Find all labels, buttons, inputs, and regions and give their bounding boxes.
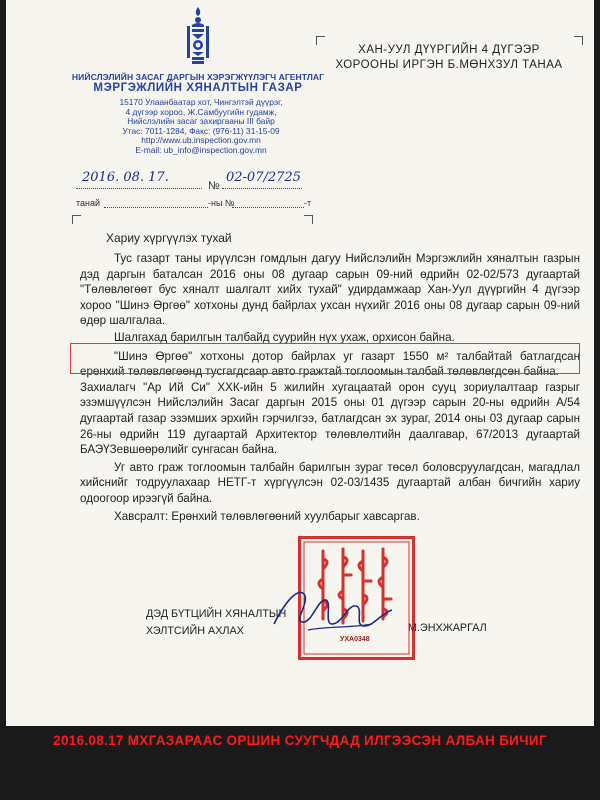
reply-number-line	[232, 207, 304, 208]
letter-date: 2016. 08. 17.	[82, 170, 169, 185]
corner-mark	[72, 215, 81, 224]
highlight-box	[70, 343, 580, 374]
tanai-label: танай	[76, 198, 101, 208]
address-line: 4 дүгээр хороо, Ж.Самбуугийн гудамж,	[125, 106, 277, 117]
image-caption: 2016.08.17 МХГАЗАРААС ОРШИН СУУГЧДАД ИЛГЭЭСЭН АЛБАН БИЧИГ	[53, 733, 547, 748]
attachment-note: Хавсралт: Ерөнхий төлөвлөгөөний хуулбарыг хавсаргав.	[114, 509, 420, 523]
number-label: №	[208, 180, 220, 192]
body-paragraph: Шалгахад барилгын талбайд суурийн нүх ухаж, орхисон байна.	[114, 330, 455, 344]
ny-label: -ны №	[208, 198, 235, 208]
letter-subject: Хариу хүргүүлэх тухай	[106, 231, 232, 245]
signatory-name: М.ЭНХЖАРГАЛ	[408, 622, 487, 634]
recipient-line: ХОРООНЫ ИРГЭН Б.МӨНХЗУЛ ТАНАА	[335, 59, 563, 71]
number-underline	[222, 188, 302, 189]
agency-address	[96, 98, 306, 156]
address-line: Нийслэлийн засаг захиргааны III байр	[127, 116, 275, 127]
letter-page	[6, 0, 594, 726]
email-line: E-mail: ub_info@inspection.gov.mn	[135, 144, 267, 155]
body-paragraph: Уг авто граж тоглоомын талбайн барилгын зураг төсөл боловсруулагдсан, магадлал хийснийг тодруулахаар НЕТГ-т хүргүүлсэн 02-03/1435 дугаартай албан бичгийн хариу одоогоор ирээгүй байна.	[80, 460, 580, 505]
stamp-code: УХА0348	[340, 636, 370, 643]
title-line: ДЭД БҮТЦИЙН ХЯНАЛТЫН	[146, 608, 287, 620]
reply-date-line	[104, 207, 208, 208]
title-line: ХЭЛТСИЙН АХЛАХ	[146, 625, 244, 637]
soyombo-emblem-icon	[185, 6, 211, 66]
body-paragraph: Захиалагч "Ар Ий Си" ХХК-ийн 5 жилийн хугацаатай орон сууц зориулалтаар газрыг эзэмшүүлсэн Нийслэлийн Засаг даргын 2015 оны 01 дүгээр сарын 20-ны өдрийн А/54 дугаартай газар эзэмших эрхийн гэрчилгээ, батлагдсан эх зураг, 2014 оны 03 дугаар сарын 26-ны өдрийн 119 дугаартай Архитектор төлөвлөлтийн даалгавар, 67/2013 дугаартай БАЭҮЗевшөөрөлийг сунгасан байна.	[80, 380, 580, 457]
t-label: -т	[304, 198, 312, 208]
date-underline	[76, 188, 202, 189]
letter-number: 02-07/2725	[226, 170, 301, 185]
body-paragraph: Тус газарт таны ирүүлсэн гомдлын дагуу Нийслэлийн Мэргэжлийн хяналтын газрын дэд даргын баталсан 2016 оны 08 дугаар сарын 09-ний өдрийн 02-02/573 дугаартай "Төлөвлөгөөт бус хяналт шалгалт хийх тухай" удирдамжаар Хан-Уул дүүргийн 4 дүгээр хороо "Шинэ Өргөө" хотхоны дунд байрлах ухсан нүхийг 2016 оны 08 дугаар сарын 09-ний өдөр шалгалаа.	[80, 252, 580, 328]
agency-name: МЭРГЭЖЛИЙН ХЯНАЛТЫН ГАЗАР	[93, 82, 303, 94]
website-line: http://www.ub.inspection.gov.mn	[141, 135, 261, 146]
letter-body	[80, 251, 580, 524]
handwritten-signature	[268, 580, 398, 640]
highlighted-paragraph: "Шинэ Өргөө" хотхоны дотор байрлах уг газарт 1550 м² талбайтай батлагдсан ерөнхий төлөвлөгөөнд тусгагдсаар авто гражтай тоглоомын талбай төлөвлөгдсөн байна.	[80, 349, 580, 379]
phone-fax-line: Утас: 7011-1284, Факс: (976-11) 31-15-09	[122, 125, 280, 136]
corner-mark	[304, 215, 313, 224]
corner-mark	[574, 36, 583, 45]
recipient-block	[324, 43, 574, 73]
recipient-line: ХАН-УУЛ ДҮҮРГИЙН 4 ДҮГЭЭР	[358, 44, 540, 56]
address-line: 15170 Улаанбаатар хот, Чингэлтэй дүүрэг,	[119, 97, 283, 107]
signatory-title	[146, 606, 286, 640]
agency-parent-name: НИЙСЛЭЛИЙН ЗАСАГ ДАРГЫН ХЭРЭГЖҮҮЛЭГЧ АГЕНТЛАГ	[71, 72, 325, 82]
